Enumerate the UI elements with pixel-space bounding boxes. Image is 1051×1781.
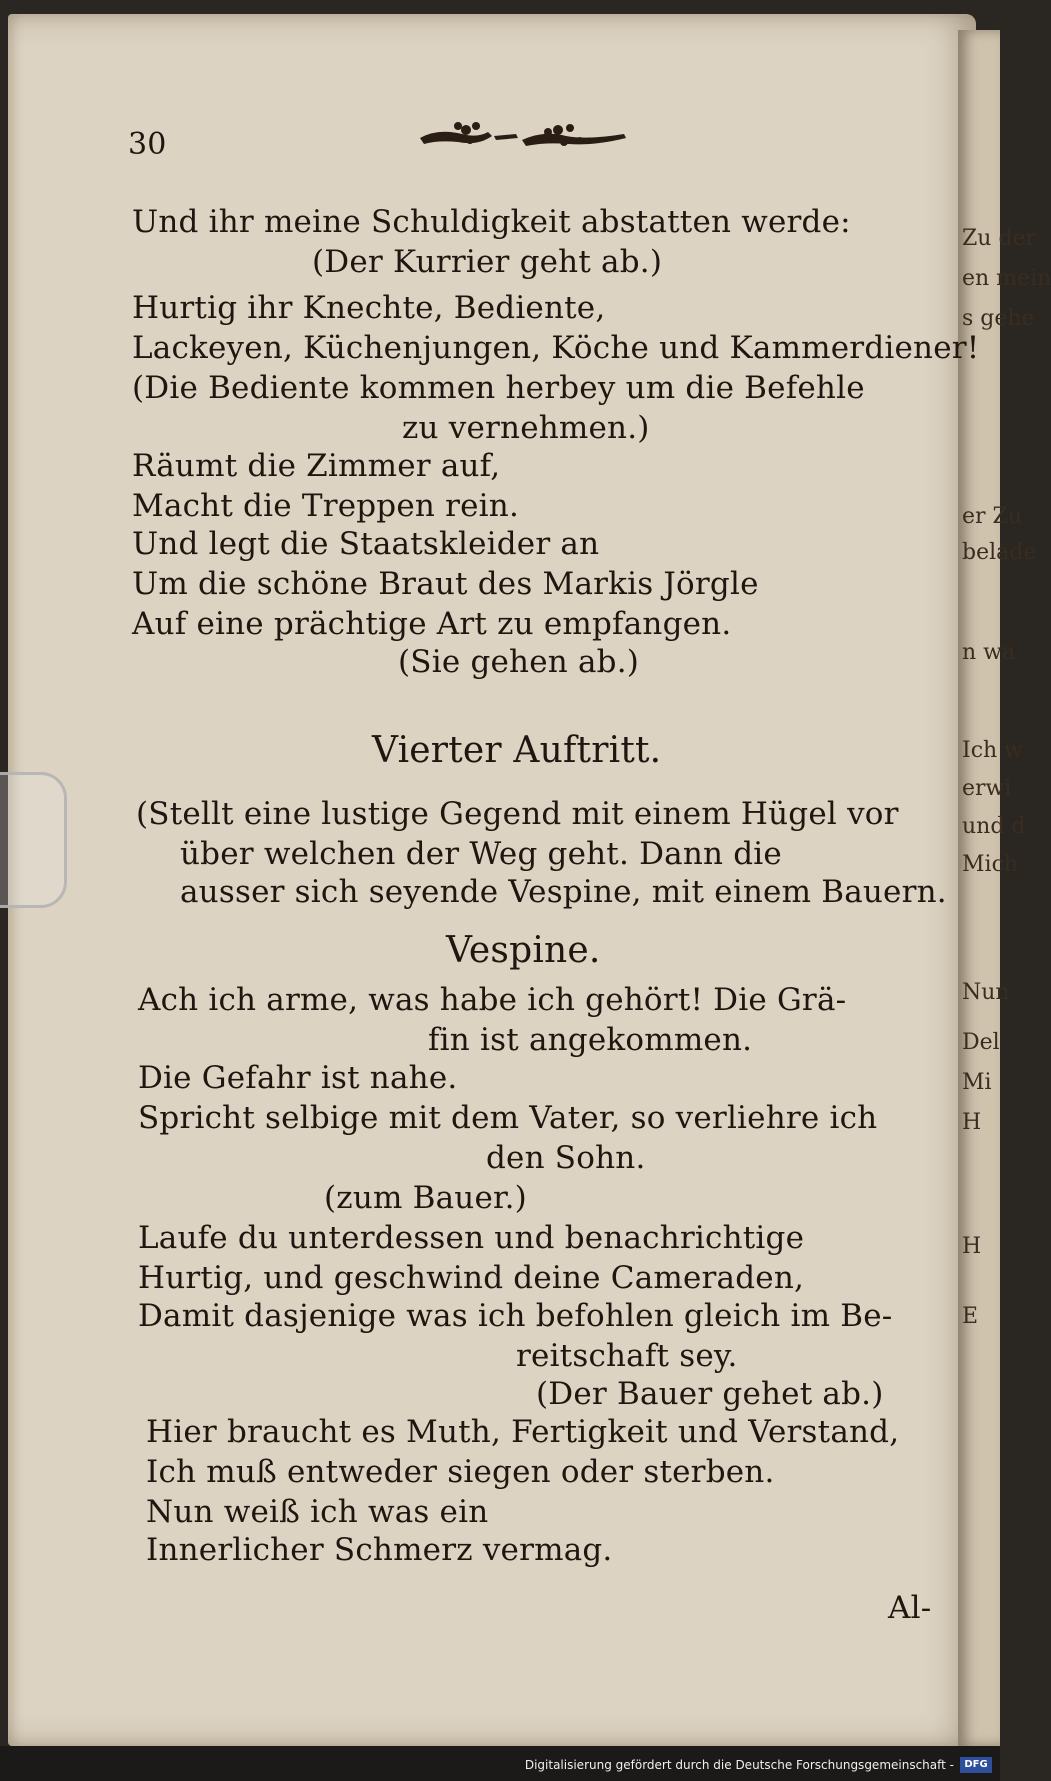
page-number: 30 [128,127,167,162]
next-page-fragment: und d [962,814,1026,839]
next-page-fragment: er Zu [962,504,1022,529]
text-line: Nun weiß ich was ein [146,1494,489,1530]
dfg-logo: DFG [960,1757,992,1773]
next-page-fragment: en mein [962,266,1051,291]
digitization-footer [0,1746,1000,1781]
scene-heading: Vierter Auftritt. [372,730,662,771]
text-line: Hurtig, und geschwind deine Cameraden, [138,1260,805,1296]
text-line: fin ist angekommen. [428,1022,753,1058]
next-page-fragment: E [962,1304,979,1329]
text-line: Laufe du unterdessen und benachrichtige [138,1220,805,1256]
stage-direction: (Stellt eine lustige Gegend mit einem Hügel vor [136,796,899,832]
text-line: Räumt die Zimmer auf, [132,448,501,484]
text-line: Ich muß entweder siegen oder sterben. [146,1454,775,1490]
text-line: Die Gefahr ist nahe. [138,1060,458,1096]
stage-direction: ausser sich seyende Vespine, mit einem Bauern. [180,874,947,910]
stage-direction: (zum Bauer.) [324,1180,527,1216]
text-line: Macht die Treppen rein. [132,488,520,524]
catchword: Al- [888,1590,932,1626]
text-line: Um die schöne Braut des Markis Jörgle [132,566,759,602]
stage-direction: (Sie gehen ab.) [398,644,640,680]
next-page-fragment: n wa [962,640,1016,665]
text-line: Innerlicher Schmerz vermag. [146,1532,613,1568]
next-page-fragment: Del [962,1030,1000,1055]
text-line: den Sohn. [486,1140,646,1176]
text-line: Hurtig ihr Knechte, Bediente, [132,290,606,326]
next-page-fragment: H [962,1110,982,1135]
next-page-fragment: Nun [962,980,1010,1005]
text-line: Lackeyen, Küchenjungen, Köche und Kammerdiener! [132,330,980,366]
text-line: Ach ich arme, was habe ich gehört! Die Grä- [138,982,847,1018]
text-line: Auf eine prächtige Art zu empfangen. [132,606,732,642]
next-page-fragment: H [962,1234,982,1259]
text-line: Spricht selbige mit dem Vater, so verliehre ich [138,1100,878,1136]
text-line: Und ihr meine Schuldigkeit abstatten werde: [132,204,851,240]
text-line: Damit dasjenige was ich befohlen gleich im Be- [138,1298,893,1334]
text-line: Hier braucht es Muth, Fertigkeit und Verstand, [146,1414,900,1450]
next-page-fragment: Mich [962,852,1019,877]
footer-credit: Digitalisierung gefördert durch die Deutsche Forschungsgemeinschaft - [524,1758,954,1772]
text-line: Und legt die Staatskleider an [132,526,600,562]
next-page-fragment: erwi [962,776,1012,801]
text-line: reitschaft sey. [516,1338,738,1374]
next-page-fragment: Ich w [962,738,1024,763]
next-page-fragment: belade [962,540,1037,565]
printer-ornament [418,116,630,158]
speaker-name: Vespine. [446,930,601,971]
stage-direction: über welchen der Weg geht. Dann die [180,836,782,872]
next-page-fragment: Zu der [962,226,1037,251]
next-page-fragment: s gehe [962,306,1035,331]
next-page-fragment: Mi [962,1070,992,1095]
stage-direction: (Der Kurrier geht ab.) [312,244,663,280]
stage-direction: zu vernehmen.) [402,410,650,446]
stage-direction: (Die Bediente kommen herbey um die Befehle [132,370,865,406]
stage-direction: (Der Bauer gehet ab.) [536,1376,884,1412]
